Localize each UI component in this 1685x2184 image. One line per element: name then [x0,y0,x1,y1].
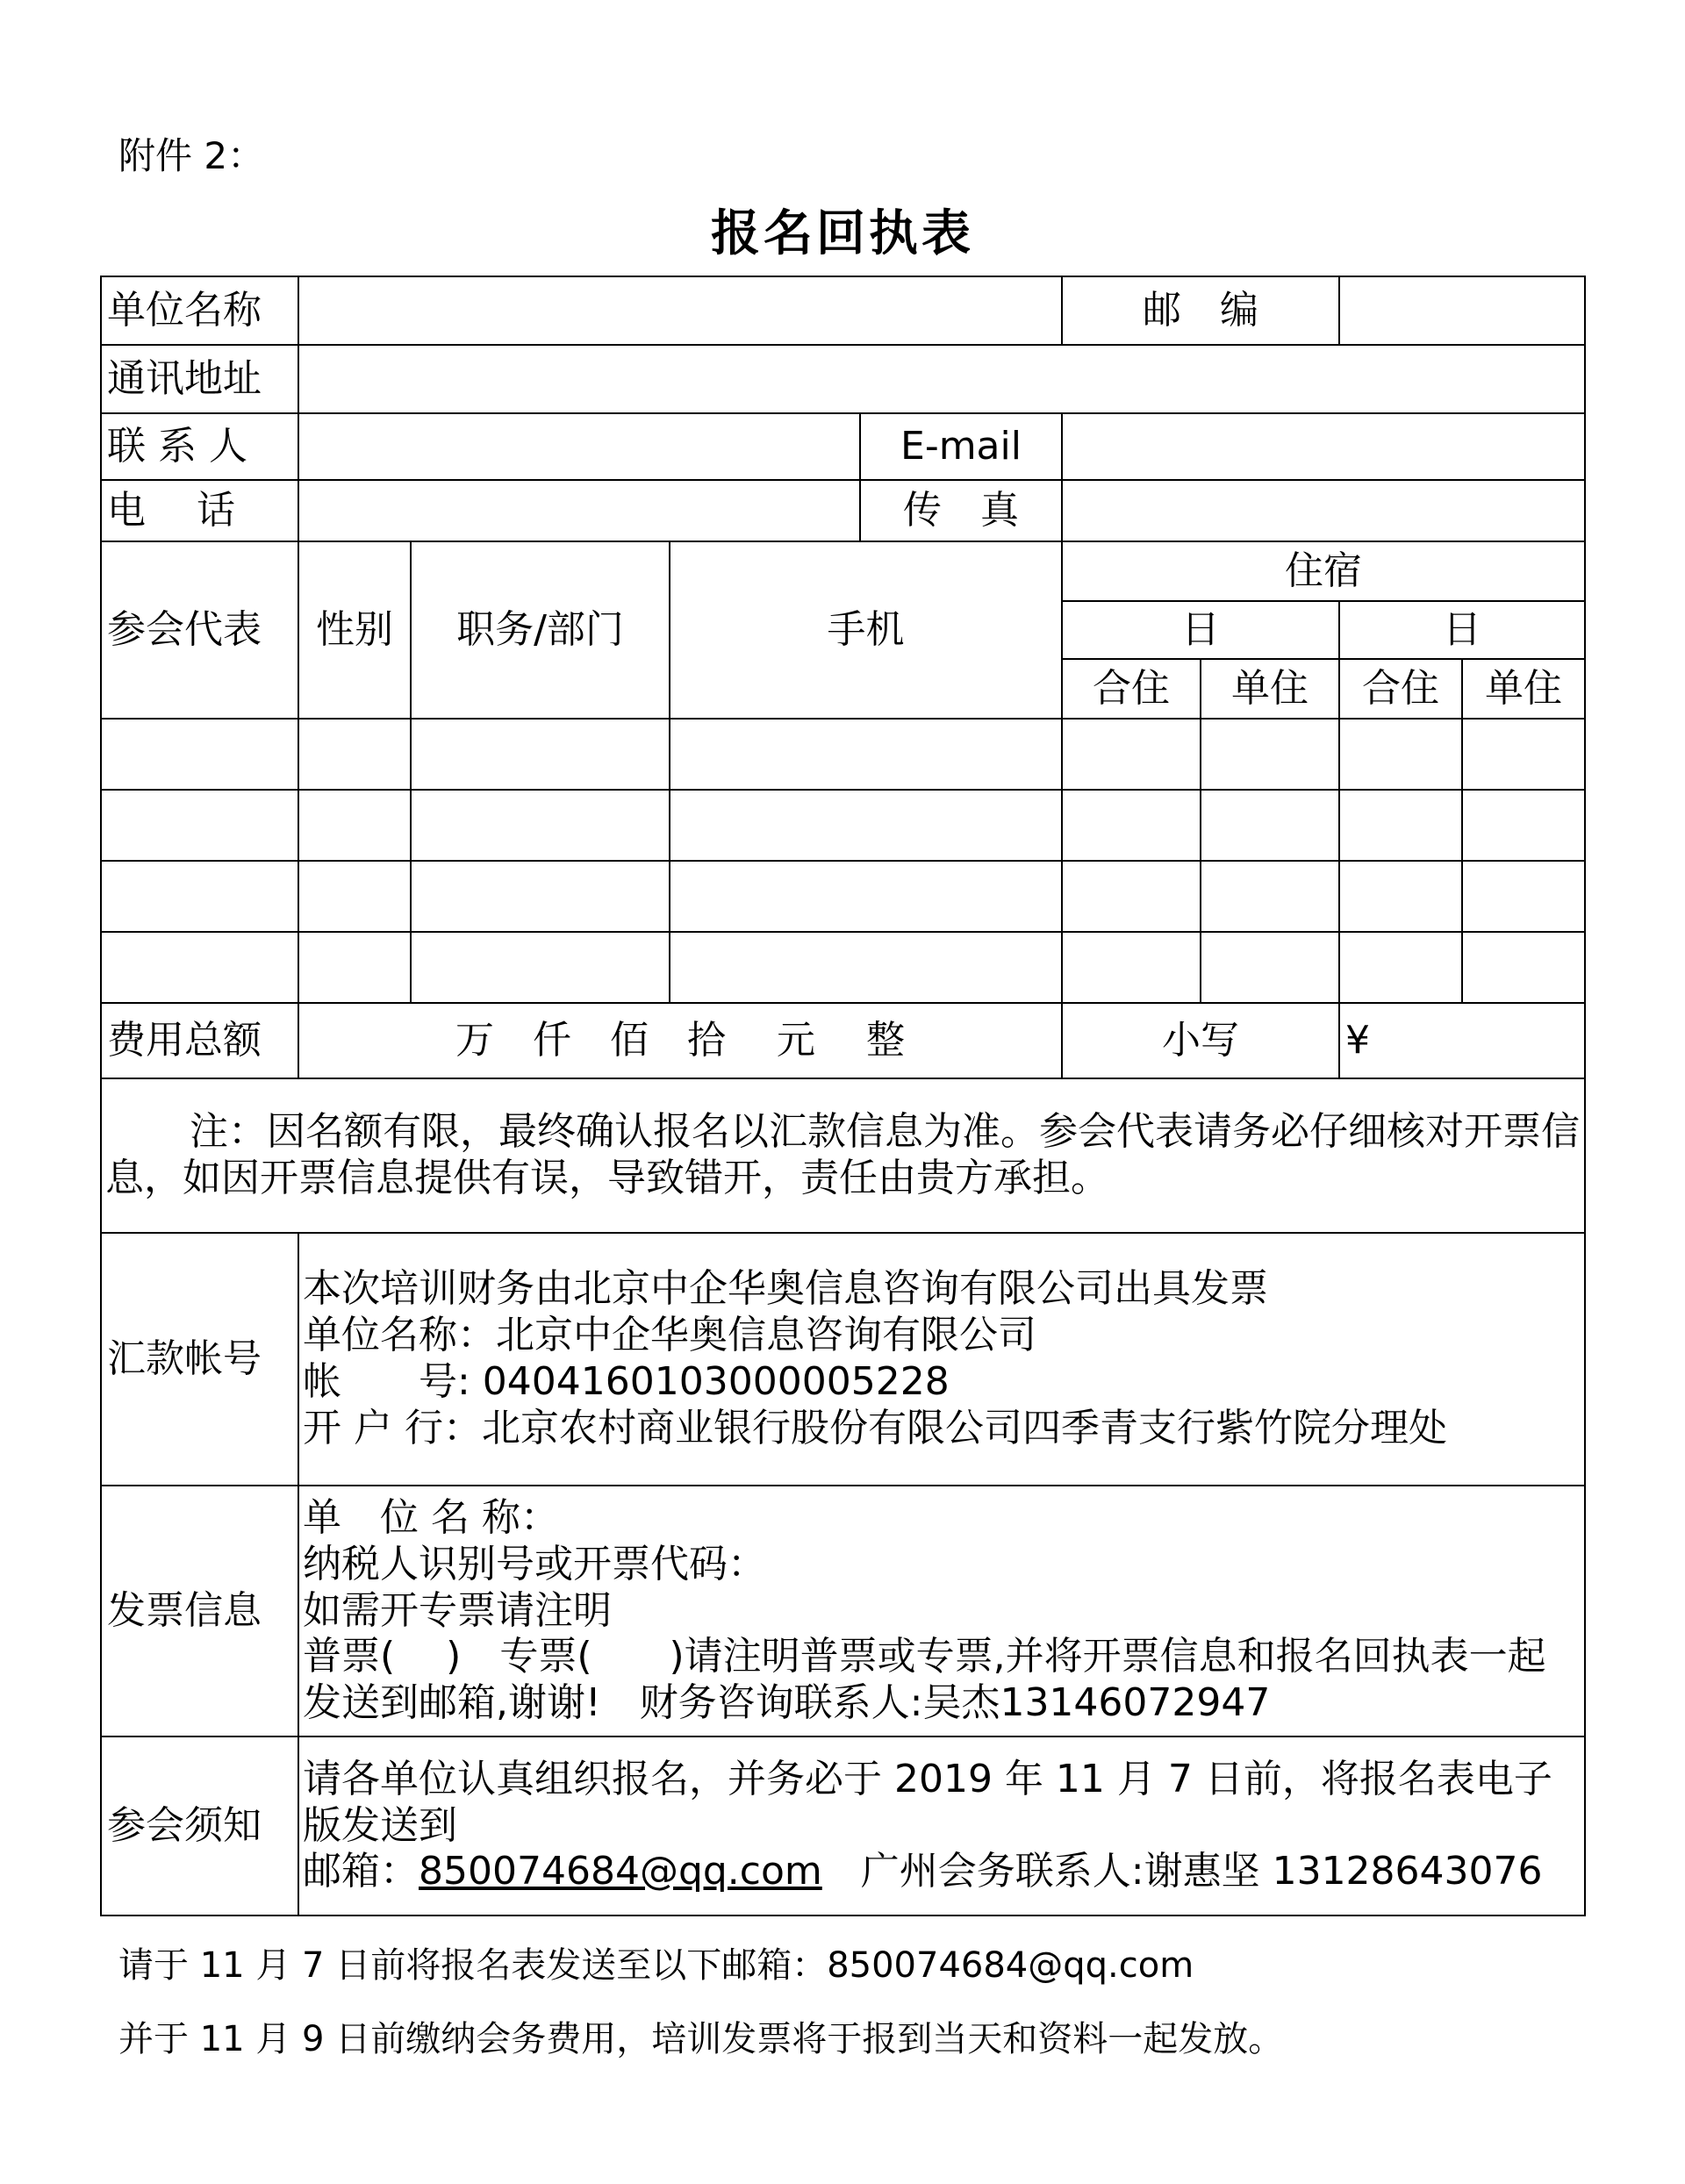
position-header: 职务/部门 [411,541,670,719]
rep-name-cell[interactable] [101,861,298,932]
fax-label: 传 真 [860,480,1062,541]
invoice-label: 发票信息 [101,1486,298,1736]
mobile-header: 手机 [670,541,1062,719]
fee-label: 费用总额 [101,1003,298,1078]
table-row [101,790,1585,861]
table-row [101,719,1585,790]
phone-field[interactable] [298,480,860,541]
rep-gender-cell[interactable] [298,719,411,790]
fee-caps-field[interactable]: 万 仟 佰 拾 元 整 [298,1003,1062,1078]
day1-single-cell[interactable] [1201,719,1339,790]
gender-header: 性别 [298,541,411,719]
lowercase-label: 小写 [1062,1003,1339,1078]
rep-position-cell[interactable] [411,719,670,790]
table-row [101,932,1585,1003]
notice-email-prefix: 邮箱： [303,1849,419,1894]
day2-shared-cell[interactable] [1339,790,1462,861]
day1-single-cell[interactable] [1201,790,1339,861]
fax-field[interactable] [1062,480,1585,541]
registration-form-table [100,276,1586,1916]
rep-name-cell[interactable] [101,932,298,1003]
page-title: 报名回执表 [711,205,974,262]
rep-gender-cell[interactable] [298,790,411,861]
rep-position-cell[interactable] [411,861,670,932]
row-invoice [101,1486,1585,1736]
row-address [101,345,1585,413]
day2-shared-cell[interactable] [1339,861,1462,932]
day1-header: 日 [1062,601,1339,659]
phone-label: 电 话 [101,480,298,541]
invoice-line: 如需开专票请注明 [303,1587,612,1633]
footer-line-1: 请于 11 月 7 日前将报名表发送至以下邮箱：850074684@qq.com [118,1945,1194,1986]
row-notice [101,1736,1585,1915]
note-text: 注：因名额有限，最终确认报名以汇款信息为准。参会代表请务必仔细核对开票信息，如因开票信息提供有误，导致错开，责任由贵方承担。 [101,1078,1585,1233]
invoice-line: 普票( ) 专票( )请注明普票或专票,并将开票信息和报名回执表一起发送到邮箱,谢谢! 财务咨询联系人:吴杰13146072947 [303,1634,1546,1726]
row-remittance [101,1233,1585,1486]
day1-single-header: 单住 [1201,659,1339,719]
invoice-line: 单 位 名 称： [303,1495,559,1540]
day2-single-cell[interactable] [1462,719,1585,790]
day1-single-cell[interactable] [1201,861,1339,932]
remit-label: 汇款帐号 [101,1233,298,1486]
day2-single-cell[interactable] [1462,932,1585,1003]
notice-label: 参会须知 [101,1736,298,1915]
row-unit-name [101,276,1585,345]
day2-shared-cell[interactable] [1339,932,1462,1003]
contact-field[interactable] [298,413,860,480]
rep-mobile-cell[interactable] [670,719,1062,790]
rep-position-cell[interactable] [411,932,670,1003]
day1-shared-cell[interactable] [1062,719,1201,790]
lowercase-field[interactable]: ¥ [1339,1003,1585,1078]
address-field[interactable] [298,345,1585,413]
rep-name-cell[interactable] [101,719,298,790]
notice-line: 请各单位认真组织报名，并务必于 2019 年 11 月 7 日前，将报名表电子版发送到 [303,1756,1552,1848]
day1-shared-cell[interactable] [1062,932,1201,1003]
day2-single-header: 单住 [1462,659,1585,719]
day2-single-cell[interactable] [1462,861,1585,932]
invoice-line: 纳税人识别号或开票代码： [303,1541,766,1586]
postcode-field[interactable] [1339,276,1585,345]
remit-info [298,1233,1585,1486]
day2-header: 日 [1339,601,1585,659]
day2-single-cell[interactable] [1462,790,1585,861]
notice-email-link[interactable]: 850074684@qq.com [419,1849,822,1894]
rep-label: 参会代表 [101,541,298,719]
rep-position-cell[interactable] [411,790,670,861]
day2-shared-cell[interactable] [1339,719,1462,790]
rep-mobile-cell[interactable] [670,861,1062,932]
day1-shared-cell[interactable] [1062,861,1201,932]
email-label: E-mail [860,413,1062,480]
row-contact [101,413,1585,480]
unit-name-label: 单位名称 [101,276,298,345]
postcode-label: 邮 编 [1062,276,1339,345]
row-phone [101,480,1585,541]
remit-line: 本次培训财务由北京中企华奥信息咨询有限公司出具发票 [303,1266,1268,1312]
rep-name-cell[interactable] [101,790,298,861]
contact-label: 联 系 人 [101,413,298,480]
rep-mobile-cell[interactable] [670,932,1062,1003]
rep-mobile-cell[interactable] [670,790,1062,861]
notice-line [303,1849,1581,1895]
row-rep-header-1 [101,541,1585,601]
row-fee [101,1003,1585,1078]
address-label: 通讯地址 [101,345,298,413]
rep-gender-cell[interactable] [298,932,411,1003]
row-note [101,1078,1585,1233]
table-row [101,861,1585,932]
remit-line: 单位名称：北京中企华奥信息咨询有限公司 [303,1313,1036,1358]
day1-shared-header: 合住 [1062,659,1201,719]
notice-contact: 广州会务联系人:谢惠坚 13128643076 [821,1849,1543,1894]
remit-line: 开 户 行：北京农村商业银行股份有限公司四季青支行紫竹院分理处 [303,1405,1447,1450]
footer-line-2: 并于 11 月 9 日前缴纳会务费用，培训发票将于报到当天和资料一起发放。 [118,2019,1284,2059]
day1-single-cell[interactable] [1201,932,1339,1003]
notice-info [298,1736,1585,1915]
day2-shared-header: 合住 [1339,659,1462,719]
day1-shared-cell[interactable] [1062,790,1201,861]
invoice-info[interactable] [298,1486,1585,1736]
lodging-header: 住宿 [1062,541,1585,601]
email-field[interactable] [1062,413,1585,480]
unit-name-field[interactable] [298,276,1062,345]
rep-gender-cell[interactable] [298,861,411,932]
attachment-label: 附件 2： [118,134,265,177]
remit-line: 帐 号: 0404160103000005228 [303,1359,950,1404]
